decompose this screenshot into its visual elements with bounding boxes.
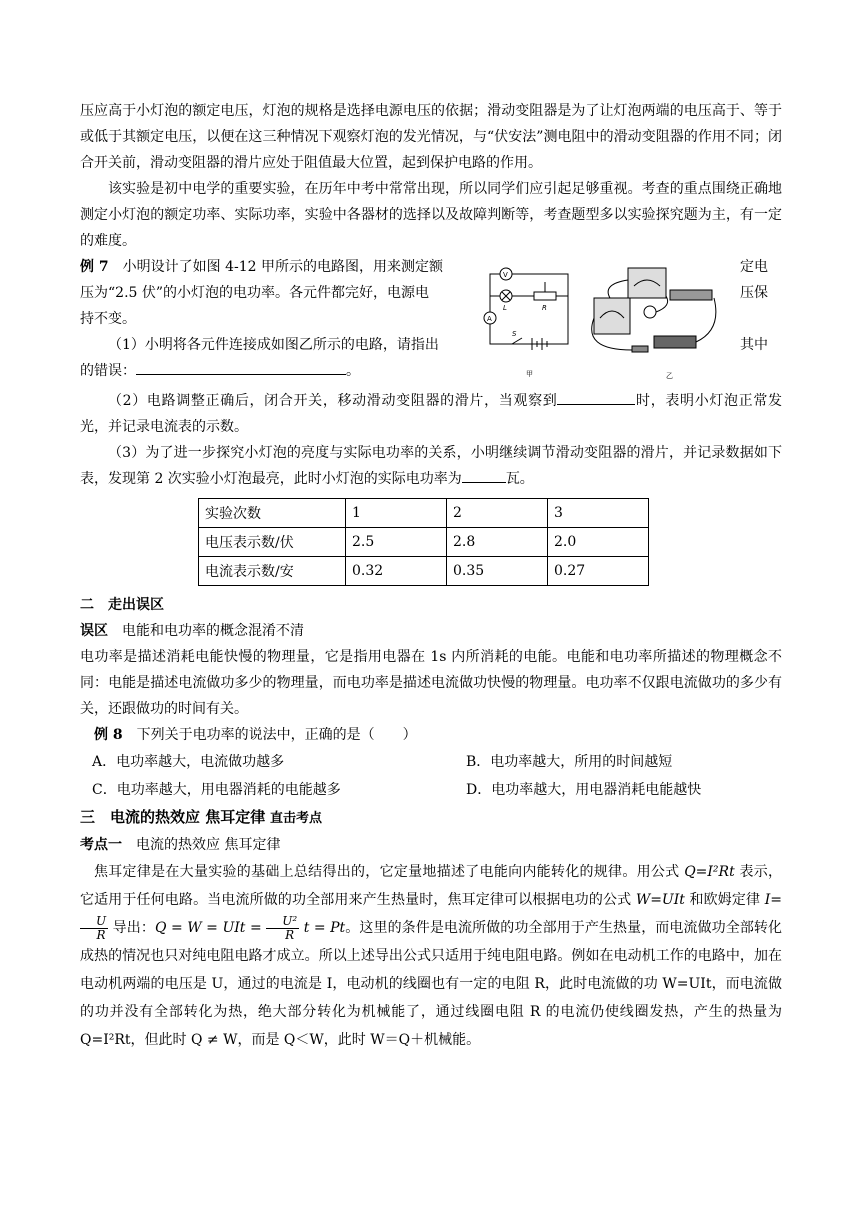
svg-text:S: S xyxy=(512,330,517,338)
label-yi: 乙 xyxy=(666,372,673,380)
example-7-label: 例 7 xyxy=(80,259,109,275)
circuit-diagram-jia xyxy=(484,268,568,350)
misconception-title: 电能和电功率的概念混淆不清 xyxy=(122,623,304,639)
section-2-heading: 二 走出误区 xyxy=(80,597,164,613)
example-7: 例 7 小明设计了如图 4-12 甲所示的电路图，用来测定额 压为“2.5 伏”的小灯泡的电功率。各元件都完好，电源电 持不变。 （1）小明将各元件连接成如图乙所示的电路，请指出 的错误： 。 定电 压保 其中 V A L R S 甲 乙 xyxy=(80,259,768,380)
bulb-device xyxy=(644,306,656,318)
answer-blank-2[interactable] xyxy=(557,390,635,405)
rheostat-symbol xyxy=(534,292,556,300)
example-8-label: 例 8 xyxy=(94,727,123,743)
answer-blank-1[interactable] xyxy=(136,360,346,375)
derive-fraction: $\frac{\text{U²}}{R}$ xyxy=(266,915,299,942)
table-row: 电压表示数/伏 2.5 2.8 2.0 xyxy=(199,528,649,557)
option-b[interactable]: B．电功率越大，所用的时间越短 xyxy=(466,754,673,770)
svg-text:L: L xyxy=(503,304,507,312)
paragraph-joule-law: 焦耳定律是在大量实验的基础上总结得出的，它定量地描述了电能向内能转化的规律。用公式 Q=I²Rt 表示，它适用于任何电路。当电流所做的功全部用来产生热量时，焦耳定律可以根据电功的公式 W=UIt 和欧姆定律 I= $\frac{U}{R}$ 导出：Q = W = UIt = $\frac{\text{U²}}{R}$ t = Pt。这里的条件是电流所做的功全部用于产生热量，而电流做功全部转化成热的情况也只对纯电阻电路才成立。所以上述导出公式只适用于纯电阻电路。例如在电动机工作的电路中，加在电动机两端的电压是 U，通过的电流是 I，电动机的线圈也有一定的电阻 R，此时电流做的功 W=UIt，而电流做的功并没有全部转化为热，绝大部分转化为机械能了，通过线圈电阻 R 的电流仍使线圈发热，产生的热量为 Q=I²Rt，但此时 Q ≠ W，而是 Q＜W，此时 W＝Q＋机械能。 xyxy=(80,864,783,1048)
ohm-fraction: $\frac{U}{R}$ xyxy=(80,915,108,942)
paragraph-importance: 该实验是初中电学的重要实验，在历年中考中常常出现，所以同学们应引起足够重视。考查的重点围绕正确地测定小灯泡的额定功率、实际功率，实验中各器材的选择以及故障判断等，考查题型多以实验探究题为主，有一定的难度。 xyxy=(80,181,782,249)
label-a: A xyxy=(487,315,492,323)
ammeter-device xyxy=(594,298,630,334)
paragraph-experiment-notes: 压应高于小灯泡的额定电压，灯泡的规格是选择电源电压的依据；滑动变阻器是为了让灯泡两端的电压高于、等于或低于其额定电压，以便在这三种情况下观察灯泡的发光情况，与“伏安法”测电阻中的滑动变阻器的作用不同；闭合开关前，滑动变阻器的滑片应处于阻值最大位置，起到保护电路的作用。 xyxy=(80,103,782,171)
svg-text:R: R xyxy=(542,304,547,312)
section-3-tag: 直击考点 xyxy=(270,811,323,826)
label-jia: 甲 xyxy=(526,370,533,378)
voltmeter-device xyxy=(628,268,666,298)
document-page: 压应高于小灯泡的额定电压，灯泡的规格是选择电源电压的依据；滑动变阻器是为了让灯泡两端的电压高于、等于或低于其额定电压，以便在这三种情况下观察灯泡的发光情况，与“伏安法”测电阻中的滑动变阻器的作用不同；闭合开关前，滑动变阻器的滑片应处于阻值最大位置，起到保护电路的作用。 该实验是初中电学的重要实验，在历年中考中常常出现，所以同学们应引起足够重视。考查的重点围绕正确地测定小灯泡的额定功率、实际功率，实验中各器材的选择以及故障判断等，考查题型多以实验探究题为主，有一定的难度。 例 7 小明设计了如图 4-12 甲所示的电路图，用来测定额 压为“2.5 伏”的小灯泡的电功率。各元件都完好，电源电 持不变。 （1）小明将各元件连接成如图乙所示的电路，请指出 的错误： 。 定电 压保 其中 V A L R S 甲 乙 （2）电路调整正确后，闭合开关，移动滑动变阻器的滑片，当观察到 时，表明小灯泡正常发光，并记录电流表的示数。 （3）为了进一步探究小灯泡的亮度与实际电功率的关系，小明继续调节滑动变阻器的滑片，并记录数据如下表，发现第 2 次实验小灯泡最亮，此时小灯泡的实际电功率为 瓦。 实验次数 1 2 3 电压表示数/伏 2.5 2.8 2.0 电流表示数/安 0.32 0.35 0.27 二 走出误区 误区 电能和电功率的概念混淆不清 电功率是描述消耗电能快慢的物理量，它是指用电器在 1s 内所消耗的电能。电能和电功率所描述的物理概念不同：电能是描述电流做功多少的物理量，而电功率是描述电流做功快慢的物理量。电功率不仅跟电流做功的多少有关，还跟做功的时间有关。 例 8 下列关于电功率的说法中，正确的是（ ） A．电功率越大，电流做功越多 B．电功率越大，所用的时间越短 C．电功率越大，用电器消耗的电能越多 D．电功率越大，用电器消耗电能越快 三 电流的热效应 焦耳定律 直击考点 考点一 电流的热效应 焦耳定律 焦耳定律是在大量实验的基础上总结得出的，它定量地描述了电能向内能转化的规律。用公式 Q=I²Rt 表示，它适用于任何电路。当电流所做的功全部用来产生热量时，焦耳定律可以根据电功的公式 W=UIt 和欧姆定律 I= $\frac{U}{R}$ 导出：Q = W = UIt = $\frac{\text{U²}}{R}$ t = Pt。这里的条件是电流所做的功全部用于产生热量，而电流做功全部转化成热的情况也只对纯电阻电路才成立。所以上述导出公式只适用于纯电阻电路。例如在电动机工作的电路中，加在电动机两端的电压是 U，通过的电流是 I，电动机的线圈也有一定的电阻 R，此时电流做的功 W=UIt，而电流做的功并没有全部转化为热，绝大部分转化为机械能了，通过线圈电阻 R 的电流仍使线圈发热，产生的热量为 Q=I²Rt，但此时 Q ≠ W，而是 Q＜W，此时 W＝Q＋机械能。 xyxy=(80,98,782,1054)
data-table xyxy=(198,498,649,586)
switch-device xyxy=(632,346,648,352)
option-a[interactable]: A．电功率越大，电流做功越多 xyxy=(92,754,285,770)
table-row: 电流表示数/安 0.32 0.35 0.27 xyxy=(199,557,649,586)
circuit-figure xyxy=(482,260,728,382)
keypoint-1-label: 考点一 xyxy=(80,837,122,853)
option-c[interactable]: C．电功率越大，用电器消耗的电能越多 xyxy=(92,782,341,798)
answer-blank-3[interactable] xyxy=(462,468,506,483)
section-3-heading: 三 电流的热效应 焦耳定律 xyxy=(80,808,266,826)
misconception-label: 误区 xyxy=(80,623,108,639)
physical-circuit-yi xyxy=(592,268,716,352)
keypoint-1-title: 电流的热效应 焦耳定律 xyxy=(136,837,281,853)
example-8-options xyxy=(80,748,782,804)
table-row: 实验次数 1 2 3 xyxy=(199,499,649,528)
paragraph-power-concept: 电功率是描述消耗电能快慢的物理量，它是指用电器在 1s 内所消耗的电能。电能和电功率所描述的物理概念不同：电能是描述电流做功多少的物理量，而电功率是描述电流做功快慢的物理量。电功率不仅跟电流做功的多少有关，还跟做功的时间有关。 xyxy=(80,649,782,717)
option-d[interactable]: D．电功率越大，用电器消耗电能越快 xyxy=(466,782,702,798)
label-v: V xyxy=(503,271,508,279)
rheostat-device xyxy=(670,290,712,300)
battery-device xyxy=(654,336,696,348)
